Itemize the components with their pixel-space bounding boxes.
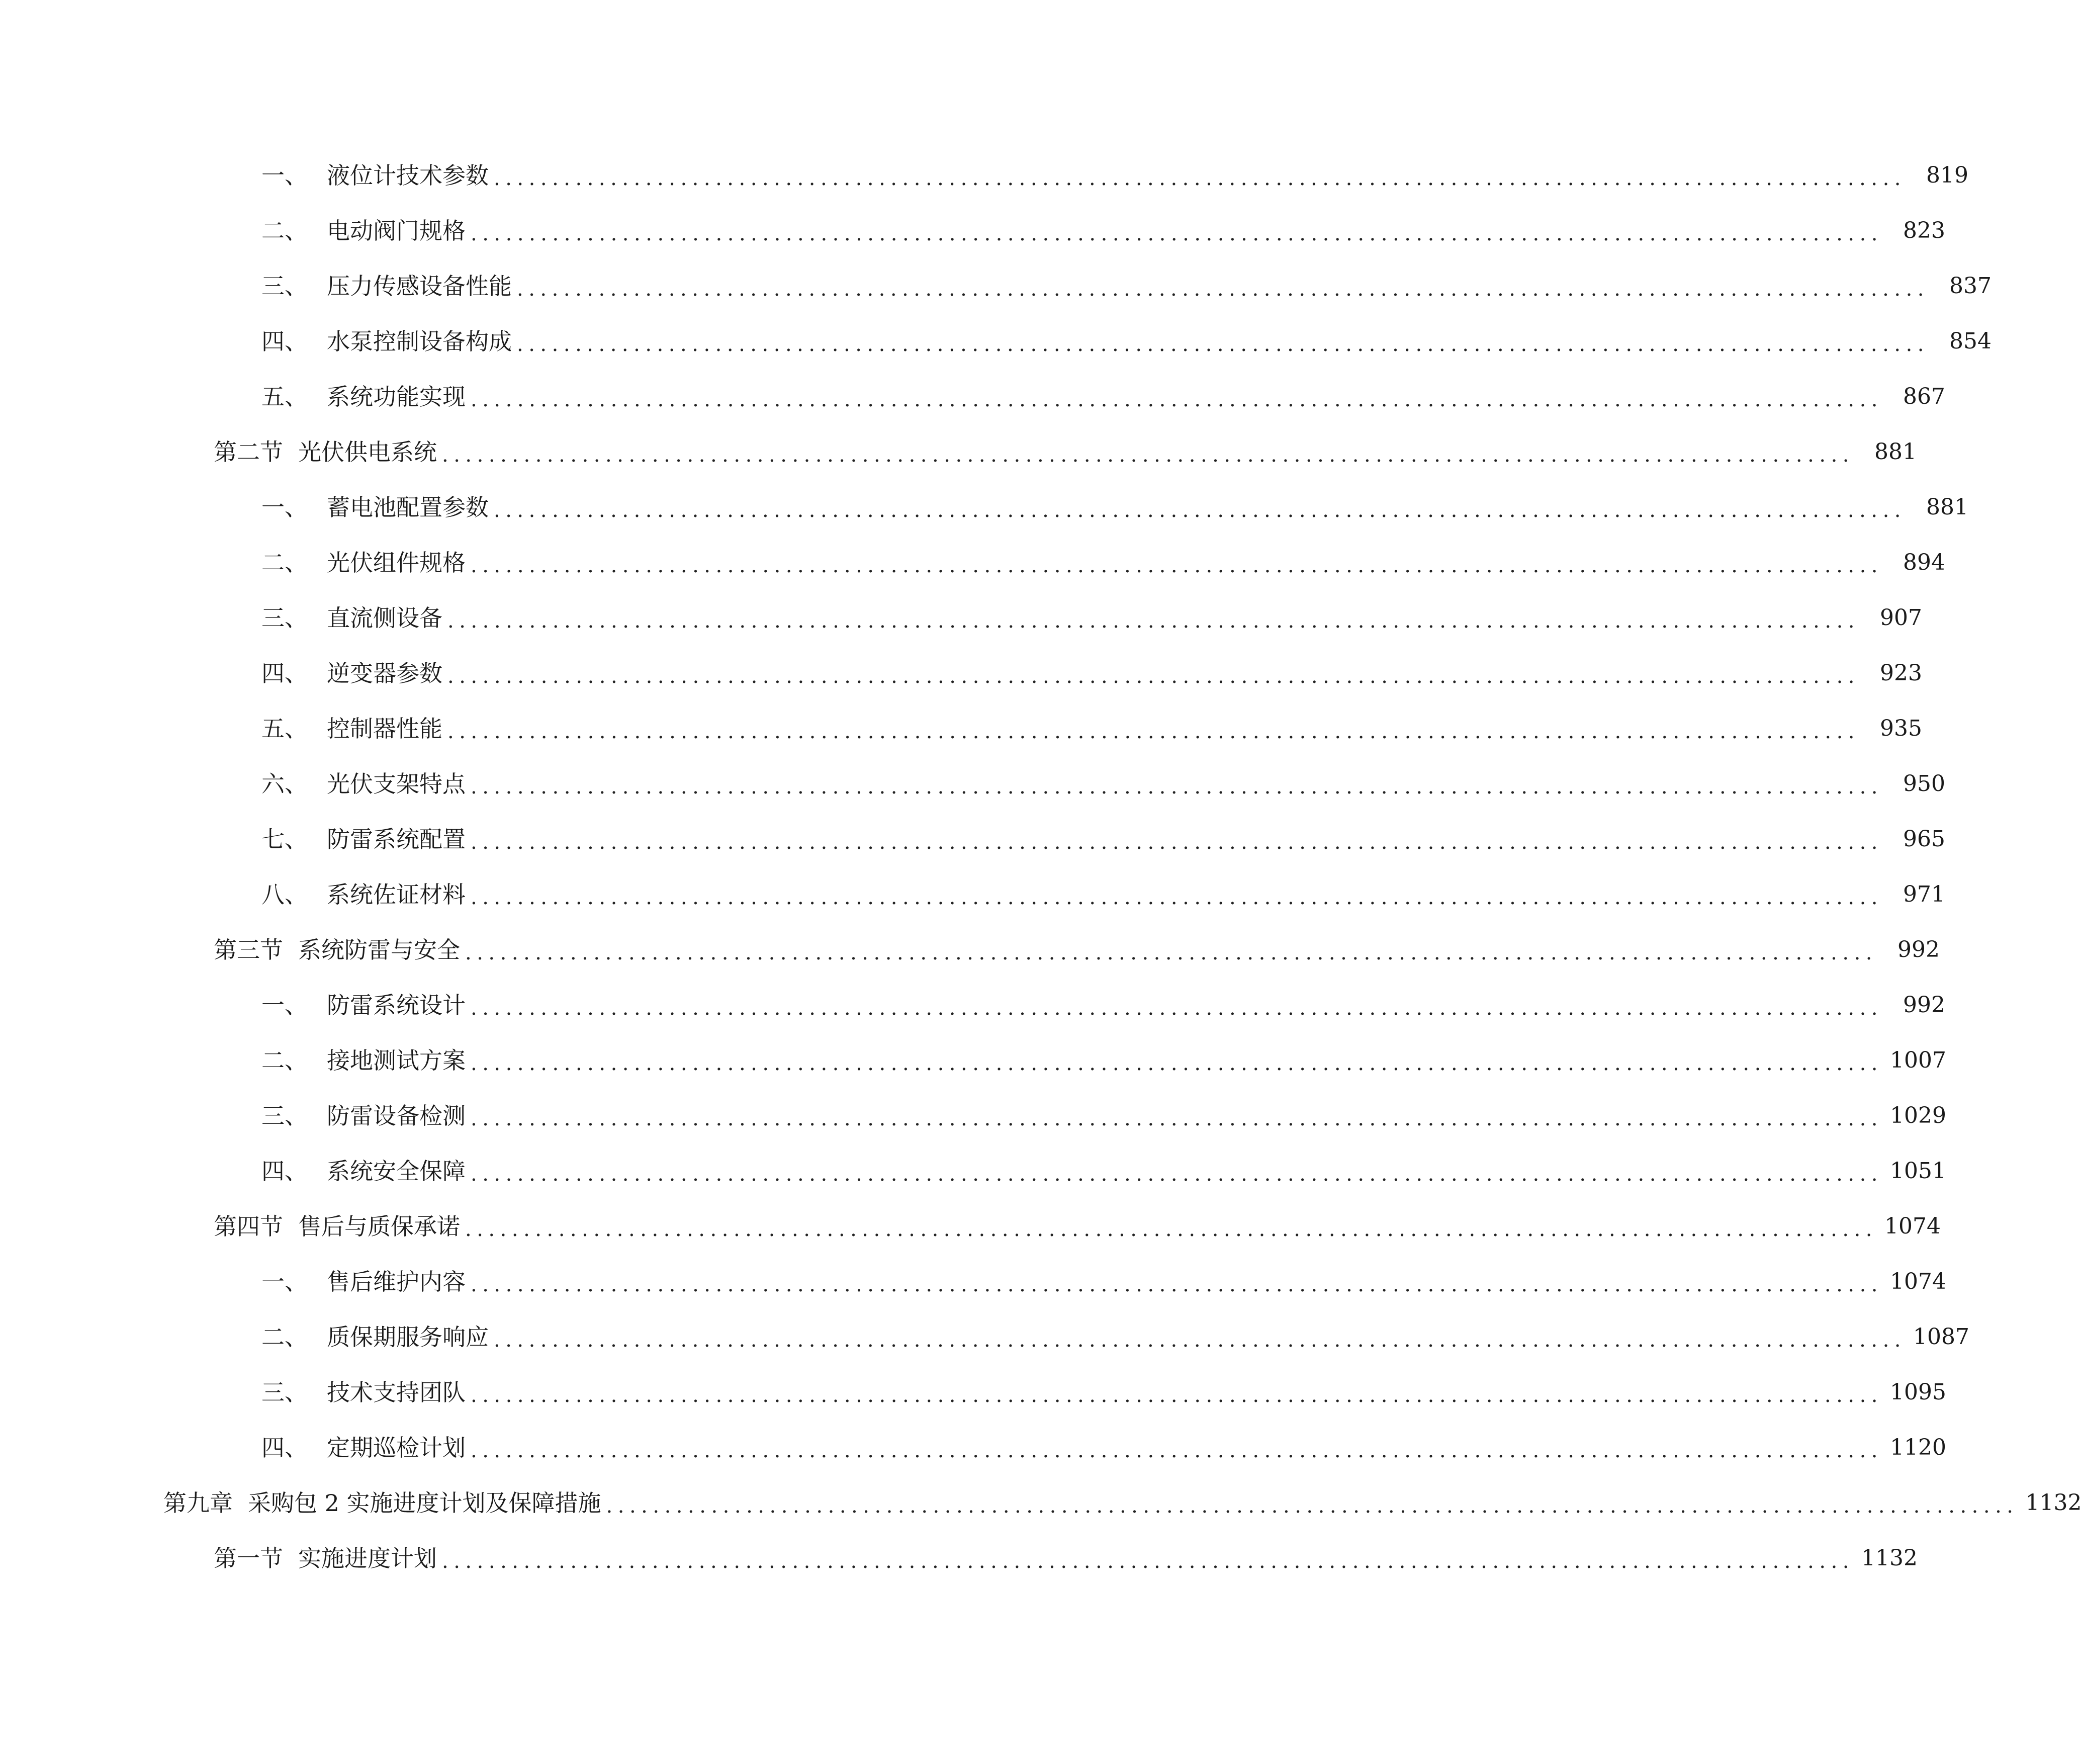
toc-entry-page: 1132 [1861, 1545, 1918, 1571]
toc-entry-page: 1074 [1890, 1269, 1946, 1294]
toc-entry[interactable] [0, 590, 1922, 646]
toc-entry-title: 定期巡检计划 [327, 1434, 466, 1461]
toc-entry-number: 第九章 [163, 1489, 233, 1517]
toc-entry-number: 四、 [261, 1434, 308, 1461]
toc-entry-title: 液位计技术参数 [327, 162, 489, 189]
toc-leader-dots: ......................................................................................................................... [471, 775, 1883, 799]
toc-entry-title: 接地测试方案 [327, 1047, 466, 1074]
toc-leader-dots: ......................................................................................................................... [471, 997, 1883, 1020]
toc-entry-number: 二、 [261, 1324, 308, 1351]
toc-entry-number: 二、 [261, 217, 308, 244]
toc-entry-title: 实施进度计划 [298, 1545, 437, 1572]
toc-entry[interactable] [0, 867, 1945, 922]
toc-entry-page: 1087 [1913, 1324, 1969, 1350]
toc-entry-title: 控制器性能 [327, 715, 442, 742]
toc-entry-page: 1132 [2025, 1490, 2082, 1516]
toc-entry-title: 光伏支架特点 [327, 770, 466, 798]
toc-entry[interactable] [0, 756, 1945, 812]
toc-entry-title: 售后与质保承诺 [298, 1213, 460, 1240]
toc-entry[interactable] [0, 480, 1968, 535]
toc-leader-dots: ......................................................................................................................... [447, 609, 1860, 633]
toc-entry-page: 935 [1880, 716, 1922, 741]
toc-entry[interactable] [0, 812, 1945, 867]
toc-entry-page: 854 [1949, 328, 1992, 354]
toc-entry-title: 防雷系统设计 [327, 992, 466, 1019]
toc-entry[interactable] [0, 258, 1992, 314]
toc-leader-dots: ......................................................................................................................... [447, 665, 1860, 688]
toc-leader-dots: ......................................................................................................................... [517, 333, 1929, 356]
toc-entry[interactable] [0, 646, 1922, 701]
toc-entry-title: 压力传感设备性能 [327, 273, 512, 300]
toc-entry[interactable] [0, 1254, 1946, 1309]
toc-entry-section[interactable] [0, 424, 1917, 480]
toc-entry-title: 系统安全保障 [327, 1158, 466, 1185]
toc-leader-dots: ......................................................................................................................... [442, 444, 1854, 467]
toc-entry-page: 894 [1903, 550, 1945, 575]
toc-entry[interactable] [0, 701, 1922, 756]
toc-entry-number: 七、 [261, 826, 308, 853]
toc-entry-title: 售后维护内容 [327, 1268, 466, 1295]
toc-entry-page: 819 [1926, 162, 1968, 188]
toc-entry[interactable] [0, 1365, 1946, 1420]
toc-leader-dots: ......................................................................................................................... [471, 222, 1883, 245]
toc-entry-number: 三、 [261, 1102, 308, 1129]
toc-entry-title: 系统防雷与安全 [298, 936, 460, 963]
table-of-contents [0, 148, 2082, 1586]
toc-entry[interactable] [0, 314, 1992, 369]
toc-entry-page: 1095 [1890, 1379, 1946, 1405]
toc-entry-page: 881 [1874, 439, 1917, 465]
toc-leader-dots: ......................................................................................................................... [517, 278, 1929, 301]
toc-entry-title: 逆变器参数 [327, 660, 442, 687]
toc-entry-page: 992 [1897, 937, 1940, 962]
toc-entry-title: 蓄电池配置参数 [327, 494, 489, 521]
toc-entry-page: 823 [1903, 218, 1945, 243]
toc-entry-number: 四、 [261, 328, 308, 355]
toc-entry-number: 八、 [261, 881, 308, 908]
toc-entry[interactable] [0, 148, 1968, 203]
toc-entry-page: 1051 [1890, 1158, 1946, 1184]
toc-entry-chapter[interactable] [0, 1475, 2082, 1531]
toc-leader-dots: ......................................................................................................................... [442, 1550, 1854, 1573]
toc-leader-dots: ......................................................................................................................... [606, 1494, 2019, 1518]
toc-entry-title: 电动阀门规格 [327, 217, 466, 244]
toc-entry-number: 第四节 [214, 1213, 283, 1240]
toc-entry-number: 一、 [261, 494, 308, 521]
toc-entry-page: 923 [1880, 660, 1922, 686]
toc-entry-page: 950 [1903, 771, 1945, 797]
toc-entry-number: 三、 [261, 273, 308, 300]
toc-entry-page: 907 [1880, 605, 1922, 631]
toc-entry-title: 采购包 2 实施进度计划及保障措施 [248, 1489, 601, 1517]
toc-leader-dots: ......................................................................................................................... [471, 1107, 1883, 1130]
toc-entry-number: 六、 [261, 770, 308, 798]
toc-entry-title: 直流侧设备 [327, 604, 442, 632]
toc-entry-section[interactable] [0, 922, 1940, 978]
toc-entry[interactable] [0, 1420, 1946, 1475]
toc-entry-page: 992 [1903, 992, 1945, 1018]
toc-entry-page: 1074 [1884, 1213, 1941, 1239]
toc-leader-dots: ......................................................................................................................... [465, 1218, 1877, 1241]
toc-entry-page: 881 [1926, 494, 1968, 520]
toc-leader-dots: ......................................................................................................................... [471, 1384, 1883, 1407]
toc-entry-title: 技术支持团队 [327, 1379, 466, 1406]
toc-entry-page: 1120 [1890, 1435, 1946, 1460]
toc-leader-dots: ......................................................................................................................... [471, 1052, 1883, 1075]
toc-leader-dots: ......................................................................................................................... [471, 388, 1883, 411]
toc-leader-dots: ......................................................................................................................... [447, 720, 1860, 743]
toc-entry-number: 四、 [261, 1158, 308, 1185]
toc-entry-page: 965 [1903, 826, 1945, 852]
toc-entry-number: 第三节 [214, 936, 283, 963]
toc-entry[interactable] [0, 369, 1945, 424]
toc-entry[interactable] [0, 203, 1945, 258]
toc-entry-title: 系统功能实现 [327, 383, 466, 410]
toc-entry-number: 一、 [261, 1268, 308, 1295]
toc-entry[interactable] [0, 978, 1945, 1033]
toc-entry[interactable] [0, 1033, 1946, 1088]
toc-entry-number: 二、 [261, 549, 308, 576]
toc-leader-dots: ......................................................................................................................... [471, 554, 1883, 577]
toc-entry-number: 三、 [261, 1379, 308, 1406]
toc-leader-dots: ......................................................................................................................... [471, 886, 1883, 909]
toc-leader-dots: ......................................................................................................................... [471, 1273, 1883, 1296]
toc-entry-page: 1007 [1890, 1047, 1946, 1073]
toc-leader-dots: ......................................................................................................................... [494, 167, 1906, 190]
toc-leader-dots: ......................................................................................................................... [471, 1439, 1883, 1462]
toc-entry-title: 防雷系统配置 [327, 826, 466, 853]
toc-entry-title: 光伏供电系统 [298, 438, 437, 466]
toc-entry-section[interactable] [0, 1199, 1941, 1254]
toc-entry[interactable] [0, 535, 1945, 590]
toc-entry[interactable] [0, 1309, 1969, 1365]
toc-entry-number: 三、 [261, 604, 308, 632]
toc-leader-dots: ......................................................................................................................... [471, 831, 1883, 854]
toc-entry-number: 第一节 [214, 1545, 283, 1572]
toc-entry-page: 1029 [1890, 1103, 1946, 1128]
toc-entry-page: 971 [1903, 881, 1945, 907]
toc-entry-number: 五、 [261, 715, 308, 742]
toc-entry[interactable] [0, 1143, 1946, 1199]
toc-entry-section[interactable] [0, 1531, 1918, 1586]
toc-entry-title: 光伏组件规格 [327, 549, 466, 576]
toc-entry-page: 837 [1949, 273, 1992, 299]
toc-entry[interactable] [0, 1088, 1946, 1143]
toc-leader-dots: ......................................................................................................................... [465, 941, 1877, 964]
toc-entry-title: 防雷设备检测 [327, 1102, 466, 1129]
toc-entry-number: 一、 [261, 992, 308, 1019]
toc-entry-title: 水泵控制设备构成 [327, 328, 512, 355]
toc-entry-number: 二、 [261, 1047, 308, 1074]
toc-entry-page: 867 [1903, 384, 1945, 409]
toc-entry-number: 一、 [261, 162, 308, 189]
toc-entry-number: 第二节 [214, 438, 283, 466]
toc-leader-dots: ......................................................................................................................... [494, 1329, 1906, 1352]
toc-leader-dots: ......................................................................................................................... [494, 499, 1906, 522]
toc-entry-number: 五、 [261, 383, 308, 410]
toc-leader-dots: ......................................................................................................................... [471, 1163, 1883, 1186]
toc-entry-title: 系统佐证材料 [327, 881, 466, 908]
toc-entry-number: 四、 [261, 660, 308, 687]
toc-entry-title: 质保期服务响应 [327, 1324, 489, 1351]
